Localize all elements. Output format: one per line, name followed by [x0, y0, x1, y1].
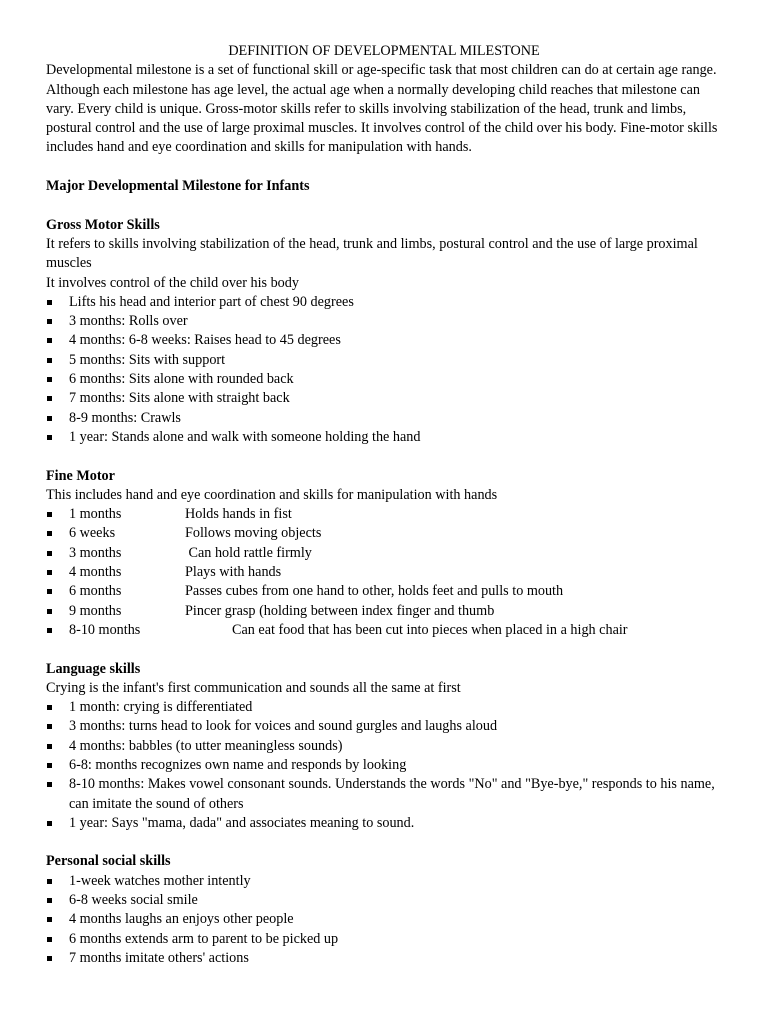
age-label: 4 months — [69, 564, 122, 581]
list-item — [46, 602, 722, 621]
list-item — [46, 563, 722, 582]
skill-label: Can hold rattle firmly — [185, 544, 312, 561]
list-item: 1 month: crying is differentiated — [46, 698, 722, 717]
list-item: 6 months: Sits alone with rounded back — [46, 370, 722, 389]
age-label: 6 weeks — [69, 525, 116, 542]
skill-label: Holds hands in fist — [185, 506, 292, 523]
social-list — [46, 872, 722, 968]
list-item: 5 months: Sits with support — [46, 351, 722, 370]
list-item: 6 months extends arm to parent to be picked up — [46, 930, 722, 949]
page-title: DEFINITION OF DEVELOPMENTAL MILESTONE — [228, 43, 540, 59]
fine-motor-list — [46, 505, 722, 640]
social-heading: Personal social skills — [46, 853, 171, 870]
age-label: 8-10 months — [69, 621, 141, 638]
age-label: 9 months — [69, 602, 122, 619]
list-item — [46, 621, 722, 640]
gross-motor-description-2: It involves control of the child over his body — [46, 274, 299, 291]
age-label: 6 months — [69, 583, 122, 600]
list-item — [46, 505, 722, 524]
gross-motor-list — [46, 293, 722, 447]
gross-motor-heading: Gross Motor Skills — [46, 216, 160, 233]
list-item — [46, 582, 722, 601]
list-item: 4 months laughs an enjoys other people — [46, 910, 722, 929]
gross-motor-description: It refers to skills involving stabilization of the head, trunk and limbs, postural control and the use of large proximal muscles — [46, 235, 698, 272]
major-heading: Major Developmental Milestone for Infants — [46, 178, 310, 195]
list-item: 6-8 weeks social smile — [46, 891, 722, 910]
list-item: Lifts his head and interior part of chest 90 degrees — [46, 293, 722, 312]
fine-motor-description: This includes hand and eye coordination and skills for manipulation with hands — [46, 486, 498, 503]
list-item: 4 months: 6-8 weeks: Raises head to 45 degrees — [46, 331, 722, 350]
list-item: 1-week watches mother intently — [46, 872, 722, 891]
list-item: 1 year: Says "mama, dada" and associates meaning to sound. — [46, 814, 722, 833]
skill-label: Passes cubes from one hand to other, holds feet and pulls to mouth — [185, 583, 564, 600]
list-item — [46, 524, 722, 543]
fine-motor-heading: Fine Motor — [46, 467, 115, 484]
list-item: 8-10 months: Makes vowel consonant sounds. Understands the words "No" and "Bye-bye," responds to his name, can imitate the sound of others — [46, 775, 722, 814]
language-list — [46, 698, 722, 833]
list-item: 6-8: months recognizes own name and responds by looking — [46, 756, 722, 775]
list-item: 1 year: Stands alone and walk with someone holding the hand — [46, 428, 722, 447]
age-label: 1 months — [69, 506, 122, 523]
skill-label: Plays with hands — [185, 564, 282, 581]
language-description: Crying is the infant's first communication and sounds all the same at first — [46, 679, 461, 696]
list-item: 3 months: turns head to look for voices and sound gurgles and laughs aloud — [46, 717, 722, 736]
list-item: 4 months: babbles (to utter meaningless sounds) — [46, 737, 722, 756]
skill-label: Can eat food that has been cut into pieces when placed in a high chair — [232, 621, 628, 638]
language-heading: Language skills — [46, 660, 141, 677]
skill-label: Follows moving objects — [185, 525, 322, 542]
list-item: 7 months: Sits alone with straight back — [46, 389, 722, 408]
intro-paragraph: Developmental milestone is a set of functional skill or age-specific task that most children can do at certain age range. Although each milestone has age level, the actual age when a normally developing child reaches that milestone can vary. Every child is unique. Gross-motor skills refer to skills involving stabilization of the head, trunk and limbs, postural control and the use of large proximal muscles. It involves control of the child over his body. Fine-motor skills includes hand and eye coordination and skills for manipulation with hands. — [46, 62, 718, 156]
list-item: 7 months imitate others' actions — [46, 949, 722, 968]
list-item: 3 months: Rolls over — [46, 312, 722, 331]
list-item: 8-9 months: Crawls — [46, 409, 722, 428]
age-label: 3 months — [69, 544, 122, 561]
skill-label: Pincer grasp (holding between index finger and thumb — [185, 602, 495, 619]
list-item — [46, 544, 722, 563]
